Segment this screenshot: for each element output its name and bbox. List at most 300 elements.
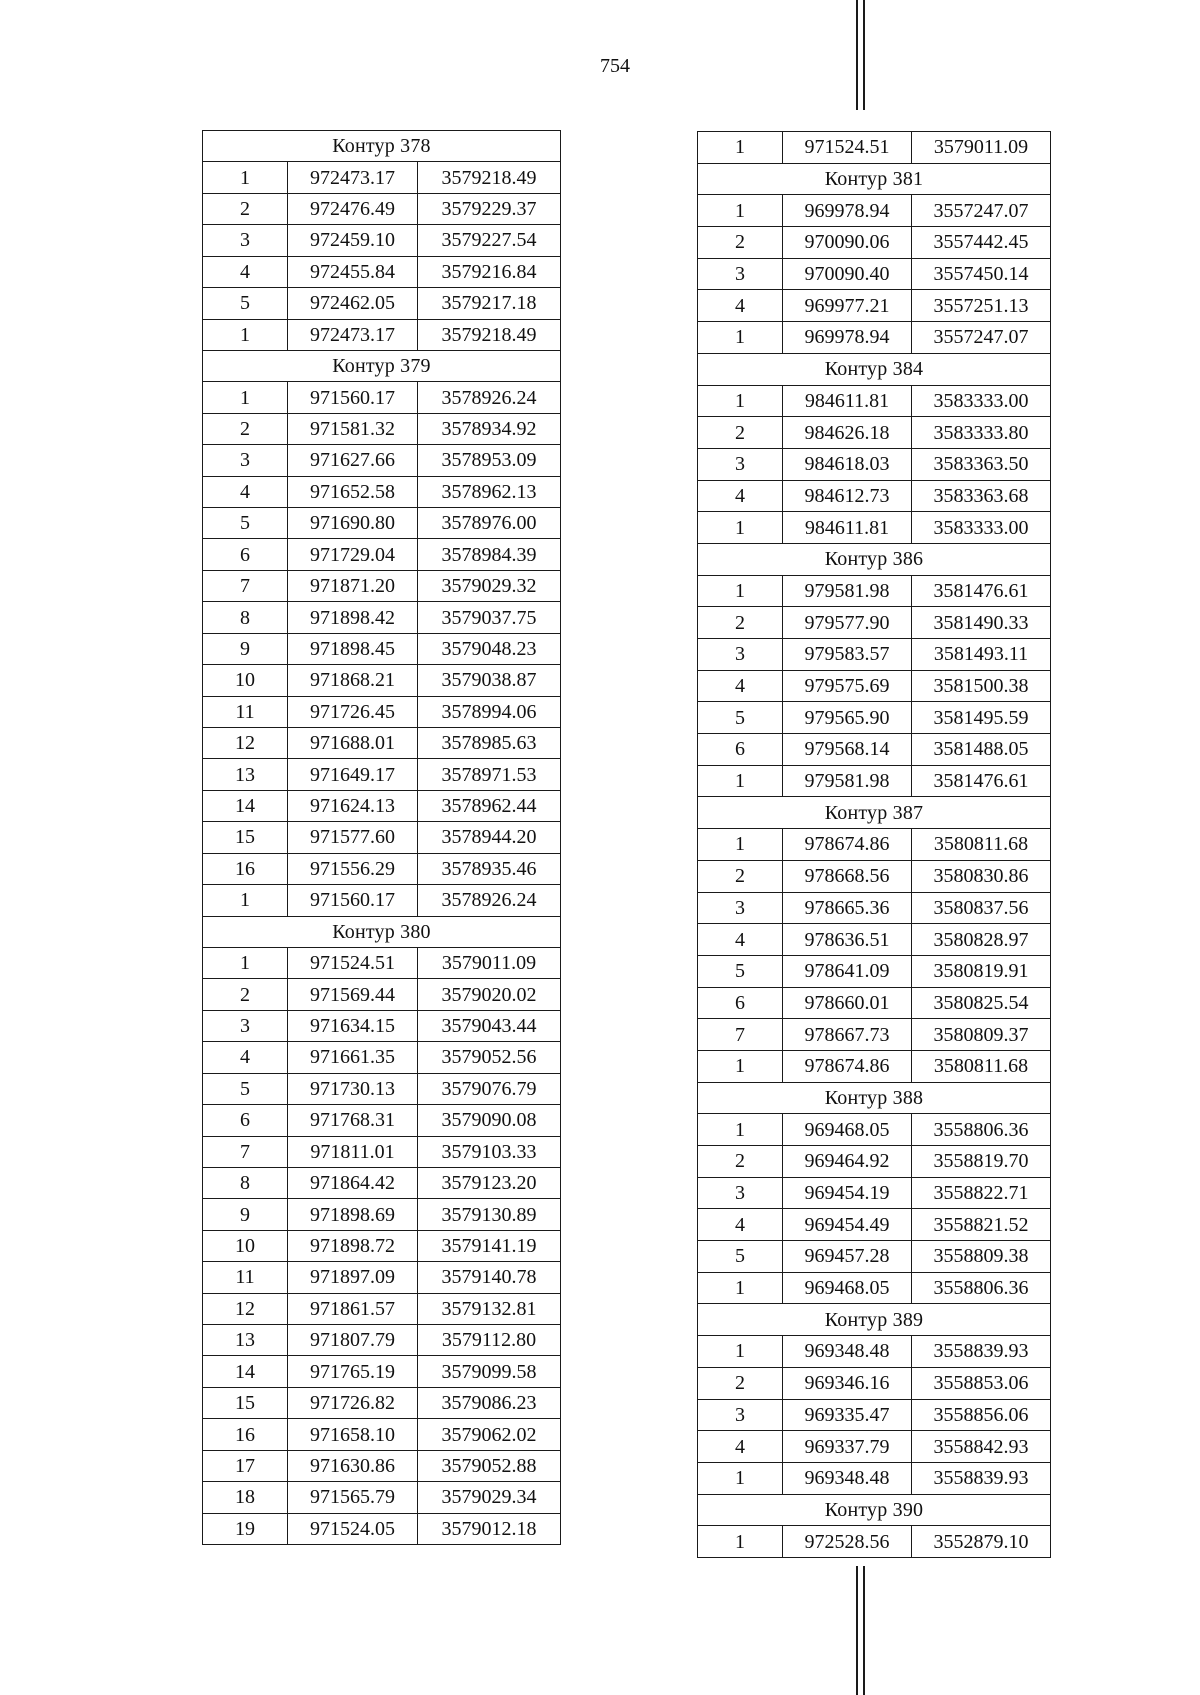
point-row [698,955,1051,987]
point-row [698,1114,1051,1146]
coordinate-y: 3581500.38 [912,670,1051,702]
coordinate-x: 971688.01 [288,728,418,759]
point-row [698,227,1051,259]
point-row [203,288,561,319]
coordinate-x: 971768.31 [288,1105,418,1136]
coordinate-y: 3583333.00 [912,512,1051,544]
coordinate-x: 971627.66 [288,445,418,476]
coordinate-x: 969454.19 [783,1177,912,1209]
point-number: 5 [203,288,288,319]
coordinate-x: 969978.94 [783,195,912,227]
coordinate-y: 3579086.23 [418,1387,561,1418]
coordinate-y: 3579011.09 [912,132,1051,164]
coordinate-x: 971765.19 [288,1356,418,1387]
point-row [698,417,1051,449]
point-row [203,1010,561,1041]
coordinate-x: 971898.72 [288,1230,418,1261]
point-number: 1 [698,1336,783,1368]
coordinate-x: 978665.36 [783,892,912,924]
point-row [698,1177,1051,1209]
point-row [698,1146,1051,1178]
coordinate-y: 3581493.11 [912,639,1051,671]
coordinate-x: 971565.79 [288,1482,418,1513]
coordinate-y: 3581476.61 [912,575,1051,607]
coordinate-y: 3581495.59 [912,702,1051,734]
point-number: 15 [203,1387,288,1418]
point-number: 2 [203,193,288,224]
point-row [698,322,1051,354]
coordinate-y: 3579020.02 [418,979,561,1010]
point-row [203,1073,561,1104]
binding-line-bottom [863,1566,865,1695]
coordinate-y: 3558806.36 [912,1114,1051,1146]
coordinate-x: 971864.42 [288,1167,418,1198]
point-row [203,822,561,853]
point-row [698,607,1051,639]
point-row [203,382,561,413]
point-row [203,1105,561,1136]
contour-title: Контур 389 [698,1304,1051,1336]
point-row [203,1262,561,1293]
coordinate-y: 3558839.93 [912,1462,1051,1494]
point-number: 8 [203,1167,288,1198]
coordinate-y: 3579227.54 [418,225,561,256]
point-number: 4 [203,256,288,287]
point-number: 1 [698,385,783,417]
point-number: 11 [203,1262,288,1293]
coordinate-x: 972473.17 [288,162,418,193]
point-number: 2 [698,860,783,892]
point-row [698,639,1051,671]
coordinate-x: 972473.17 [288,319,418,350]
coordinate-x: 971729.04 [288,539,418,570]
point-number: 19 [203,1513,288,1544]
point-row [203,319,561,350]
coordinate-x: 979575.69 [783,670,912,702]
coordinate-x: 969468.05 [783,1272,912,1304]
coordinate-y: 3580828.97 [912,924,1051,956]
coordinate-y: 3552879.10 [912,1526,1051,1558]
coordinate-x: 970090.40 [783,258,912,290]
coordinate-y: 3558806.36 [912,1272,1051,1304]
coordinate-x: 979577.90 [783,607,912,639]
coordinate-x: 969348.48 [783,1462,912,1494]
coordinate-y: 3557442.45 [912,227,1051,259]
point-row [698,290,1051,322]
coordinates-table-left [202,130,561,1545]
binding-line-bottom [856,1566,858,1695]
point-number: 3 [698,448,783,480]
coordinate-x: 969335.47 [783,1399,912,1431]
point-number: 13 [203,1325,288,1356]
contour-title: Контур 381 [698,163,1051,195]
coordinate-y: 3578994.06 [418,696,561,727]
point-row [698,670,1051,702]
point-number: 1 [203,382,288,413]
coordinate-x: 971726.45 [288,696,418,727]
point-row [698,860,1051,892]
point-row [203,759,561,790]
coordinate-y: 3557450.14 [912,258,1051,290]
point-number: 3 [203,1010,288,1041]
point-row [203,539,561,570]
coordinate-x: 971898.42 [288,602,418,633]
coordinate-x: 972462.05 [288,288,418,319]
point-row [698,1462,1051,1494]
point-number: 4 [203,476,288,507]
point-number: 1 [698,1050,783,1082]
point-row [203,445,561,476]
coordinate-x: 971556.29 [288,853,418,884]
coordinate-x: 971898.69 [288,1199,418,1230]
coordinate-x: 971560.17 [288,382,418,413]
point-number: 2 [698,607,783,639]
contour-header-row [698,543,1051,575]
point-number: 6 [203,539,288,570]
point-number: 12 [203,728,288,759]
point-row [698,575,1051,607]
point-number: 7 [203,570,288,601]
point-row [698,987,1051,1019]
contour-header-row [698,353,1051,385]
point-number: 4 [698,290,783,322]
contour-title: Контур 384 [698,353,1051,385]
contour-header-row [203,350,561,381]
point-row [203,256,561,287]
point-number: 1 [698,1272,783,1304]
point-row [698,385,1051,417]
coordinate-x: 984611.81 [783,385,912,417]
coordinate-x: 984612.73 [783,480,912,512]
point-number: 2 [203,979,288,1010]
coordinate-x: 972528.56 [783,1526,912,1558]
point-row [203,162,561,193]
point-number: 2 [698,227,783,259]
coordinate-x: 984618.03 [783,448,912,480]
contour-header-row [698,163,1051,195]
point-row [203,696,561,727]
contour-title: Контур 380 [203,916,561,947]
coordinate-y: 3558842.93 [912,1431,1051,1463]
point-row [203,665,561,696]
coordinate-x: 971524.51 [288,947,418,978]
point-row [203,885,561,916]
contour-header-row [203,131,561,162]
coordinate-y: 3578984.39 [418,539,561,570]
coordinate-y: 3558853.06 [912,1367,1051,1399]
point-number: 17 [203,1450,288,1481]
point-row [203,602,561,633]
coordinate-x: 984626.18 [783,417,912,449]
coordinate-y: 3579140.78 [418,1262,561,1293]
coordinate-x: 971634.15 [288,1010,418,1041]
point-number: 3 [698,258,783,290]
point-row [698,924,1051,956]
coordinate-x: 979581.98 [783,575,912,607]
point-number: 4 [698,1431,783,1463]
point-row [203,1042,561,1073]
contour-title: Контур 378 [203,131,561,162]
point-row [203,1387,561,1418]
coordinate-y: 3578976.00 [418,508,561,539]
coordinate-x: 970090.06 [783,227,912,259]
point-number: 2 [698,1367,783,1399]
coordinate-y: 3579029.34 [418,1482,561,1513]
coordinate-x: 971649.17 [288,759,418,790]
coordinate-y: 3579218.49 [418,319,561,350]
coordinate-x: 978667.73 [783,1019,912,1051]
coordinate-y: 3581488.05 [912,734,1051,766]
point-number: 5 [698,1241,783,1273]
coordinate-y: 3578962.44 [418,790,561,821]
point-row [203,1325,561,1356]
coordinate-y: 3579043.44 [418,1010,561,1041]
coordinate-y: 3579062.02 [418,1419,561,1450]
point-row [698,734,1051,766]
coordinate-x: 971661.35 [288,1042,418,1073]
point-number: 18 [203,1482,288,1513]
point-row [203,1450,561,1481]
point-row [203,413,561,444]
coordinate-y: 3557251.13 [912,290,1051,322]
coordinate-x: 978636.51 [783,924,912,956]
point-number: 14 [203,790,288,821]
coordinate-x: 971898.45 [288,633,418,664]
point-row [698,892,1051,924]
coordinate-y: 3578985.63 [418,728,561,759]
point-row [698,1272,1051,1304]
point-row [203,1167,561,1198]
contour-header-row [698,1082,1051,1114]
coordinate-x: 978660.01 [783,987,912,1019]
point-number: 4 [698,924,783,956]
coordinate-y: 3580811.68 [912,829,1051,861]
contour-header-row [698,797,1051,829]
coordinate-y: 3579052.88 [418,1450,561,1481]
coordinate-y: 3580830.86 [912,860,1051,892]
binding-line-top [863,0,865,110]
point-number: 1 [698,512,783,544]
coordinates-table-right [697,131,1051,1558]
point-row [698,1050,1051,1082]
coordinate-x: 969454.49 [783,1209,912,1241]
coordinate-x: 978641.09 [783,955,912,987]
point-row [698,1241,1051,1273]
point-number: 3 [203,225,288,256]
coordinate-y: 3580837.56 [912,892,1051,924]
point-row [698,1526,1051,1558]
point-number: 4 [698,670,783,702]
coordinate-y: 3579229.37 [418,193,561,224]
coordinate-x: 971726.82 [288,1387,418,1418]
point-number: 14 [203,1356,288,1387]
coordinate-y: 3579217.18 [418,288,561,319]
point-number: 1 [698,1462,783,1494]
coordinate-x: 971581.32 [288,413,418,444]
point-number: 4 [698,1209,783,1241]
coordinate-y: 3578971.53 [418,759,561,790]
point-row [203,1419,561,1450]
point-number: 1 [698,132,783,164]
point-number: 1 [698,575,783,607]
point-number: 11 [203,696,288,727]
point-row [203,790,561,821]
point-number: 2 [203,413,288,444]
point-number: 2 [698,1146,783,1178]
coordinate-x: 971658.10 [288,1419,418,1450]
coordinate-x: 971524.05 [288,1513,418,1544]
point-row [698,258,1051,290]
point-number: 5 [698,955,783,987]
point-number: 9 [203,1199,288,1230]
point-number: 1 [698,829,783,861]
point-row [698,1019,1051,1051]
point-row [203,1199,561,1230]
coordinate-x: 969348.48 [783,1336,912,1368]
coordinate-y: 3580825.54 [912,987,1051,1019]
coordinate-y: 3578953.09 [418,445,561,476]
coordinate-y: 3579103.33 [418,1136,561,1167]
coordinate-x: 969978.94 [783,322,912,354]
point-number: 5 [698,702,783,734]
coordinate-x: 969346.16 [783,1367,912,1399]
point-row [203,1356,561,1387]
coordinate-y: 3579123.20 [418,1167,561,1198]
coordinate-y: 3579029.32 [418,570,561,601]
point-row [203,1230,561,1261]
coordinate-x: 971630.86 [288,1450,418,1481]
coordinate-y: 3579012.18 [418,1513,561,1544]
coordinate-y: 3579141.19 [418,1230,561,1261]
coordinate-y: 3557247.07 [912,322,1051,354]
coordinate-x: 979568.14 [783,734,912,766]
point-number: 1 [203,162,288,193]
coordinate-y: 3579090.08 [418,1105,561,1136]
coordinate-y: 3557247.07 [912,195,1051,227]
coordinate-x: 971868.21 [288,665,418,696]
contour-title: Контур 387 [698,797,1051,829]
point-number: 3 [698,1177,783,1209]
point-row [203,193,561,224]
coordinate-x: 971524.51 [783,132,912,164]
coordinate-y: 3579099.58 [418,1356,561,1387]
point-row [698,448,1051,480]
point-number: 9 [203,633,288,664]
coordinate-y: 3578962.13 [418,476,561,507]
coordinate-y: 3578926.24 [418,382,561,413]
point-row [698,1209,1051,1241]
coordinate-y: 3579076.79 [418,1073,561,1104]
coordinate-x: 971690.80 [288,508,418,539]
point-number: 2 [698,417,783,449]
coordinate-y: 3579130.89 [418,1199,561,1230]
coordinate-x: 971811.01 [288,1136,418,1167]
coordinate-y: 3578926.24 [418,885,561,916]
coordinate-x: 969977.21 [783,290,912,322]
point-row [203,979,561,1010]
point-row [203,476,561,507]
point-number: 3 [698,892,783,924]
point-number: 3 [698,639,783,671]
coordinate-y: 3583363.68 [912,480,1051,512]
point-number: 7 [698,1019,783,1051]
point-number: 1 [698,1114,783,1146]
coordinate-x: 971624.13 [288,790,418,821]
point-number: 1 [203,319,288,350]
coordinate-y: 3579048.23 [418,633,561,664]
point-number: 3 [203,445,288,476]
coordinate-y: 3579218.49 [418,162,561,193]
point-row [698,480,1051,512]
contour-header-row [698,1494,1051,1526]
coordinate-y: 3580811.68 [912,1050,1051,1082]
contour-header-row [203,916,561,947]
coordinate-y: 3558821.52 [912,1209,1051,1241]
point-number: 3 [698,1399,783,1431]
point-number: 13 [203,759,288,790]
coordinate-x: 971807.79 [288,1325,418,1356]
point-row [203,570,561,601]
coordinate-x: 969337.79 [783,1431,912,1463]
coordinate-y: 3580819.91 [912,955,1051,987]
point-number: 6 [698,987,783,1019]
contour-title: Контур 388 [698,1082,1051,1114]
point-number: 7 [203,1136,288,1167]
coordinate-y: 3579011.09 [418,947,561,978]
coordinate-x: 978674.86 [783,829,912,861]
coordinate-y: 3579038.87 [418,665,561,696]
point-row [698,702,1051,734]
point-row [203,633,561,664]
point-number: 10 [203,665,288,696]
coordinate-x: 972476.49 [288,193,418,224]
coordinate-y: 3583363.50 [912,448,1051,480]
coordinate-x: 969457.28 [783,1241,912,1273]
coordinate-y: 3579112.80 [418,1325,561,1356]
coordinate-x: 971577.60 [288,822,418,853]
point-number: 1 [203,947,288,978]
coordinate-y: 3581476.61 [912,765,1051,797]
point-row [203,508,561,539]
coordinate-x: 969468.05 [783,1114,912,1146]
point-row [698,765,1051,797]
coordinate-x: 971560.17 [288,885,418,916]
point-number: 5 [203,508,288,539]
point-number: 4 [698,480,783,512]
point-number: 15 [203,822,288,853]
coordinates-table-left-body [203,131,561,1545]
point-row [698,1431,1051,1463]
point-number: 16 [203,1419,288,1450]
coordinate-y: 3581490.33 [912,607,1051,639]
point-row [698,829,1051,861]
coordinate-x: 971730.13 [288,1073,418,1104]
coordinate-y: 3578935.46 [418,853,561,884]
coordinate-x: 984611.81 [783,512,912,544]
coordinate-y: 3578944.20 [418,822,561,853]
point-row [698,195,1051,227]
point-number: 1 [698,195,783,227]
coordinate-y: 3583333.80 [912,417,1051,449]
contour-title: Контур 386 [698,543,1051,575]
point-number: 8 [203,602,288,633]
point-number: 1 [698,1526,783,1558]
coordinate-y: 3583333.00 [912,385,1051,417]
coordinate-y: 3578934.92 [418,413,561,444]
point-row [203,225,561,256]
contour-title: Контур 379 [203,350,561,381]
point-number: 1 [698,322,783,354]
